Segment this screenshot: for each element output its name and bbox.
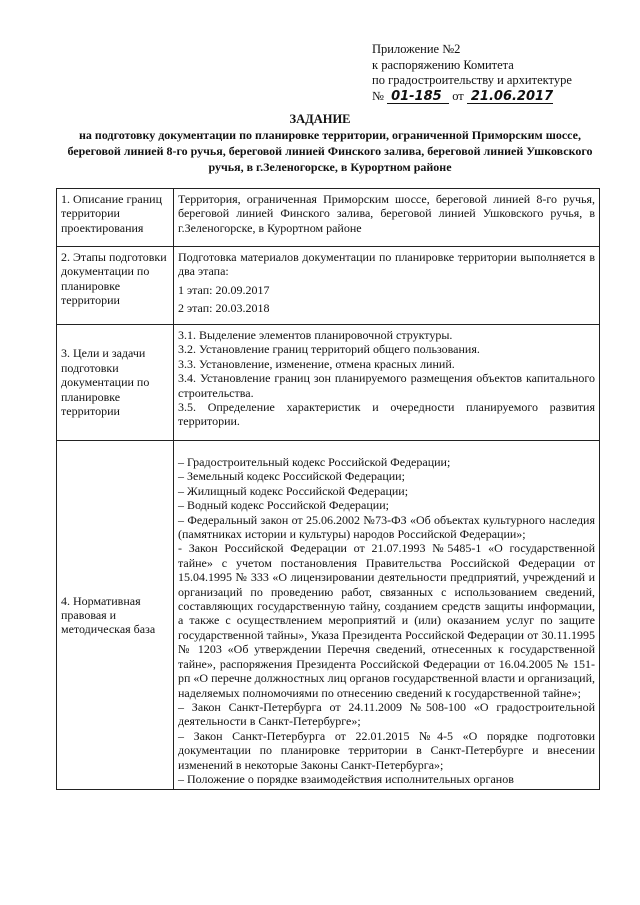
order-number-line [372,89,572,105]
stage-item: 1 этап: 20.09.2017 [178,282,270,297]
handwritten-order-date: 21.06.2017 [467,90,553,104]
stage-item: 2 этап: 20.03.2018 [178,301,270,316]
goal-item: 3.4. Установление границ зон планируемого размещения объектов капитального строительства. [178,371,595,400]
goal-item: 3.2. Установление границ территорий общего пользования. [178,342,480,357]
row-content [174,441,600,790]
row-label: 1. Описание границ территории проектирования [57,189,174,247]
task-table [56,188,600,790]
norm-item: - Закон Российской Федерации от 21.07.1993 №5485-1 «О государственной тайне» с учетом постановления Правительства Российской Федерации от 15.04.1995 № 333 «О лицензировании деятельности предприятий, учреждений и организаций по проведению работ, связанных с использованием сведений, составляющих государственную тайну, созданием средств защиты информации, а также с осуществлением мероприятий и (или) оказанием услуг по защите государственной тайны», Указа Президента Российской Федерации от 30.11.1995 № 1203 «Об утверждении Перечня сведений, отнесенных к государственной тайне», распоряжения Президента Российской Федерации от 16.04.2005 № 151-рп «О перечне должностных лиц органов государственной власти и организаций, наделяемых полномочиями по отнесению сведений к государственной тайне»; [178,541,595,700]
goal-item: 3.3. Установление, изменение, отмена красных линий. [178,356,455,371]
row-label: 4. Нормативная правовая и методическая база [57,441,174,790]
handwritten-order-number: 01-185 [387,90,449,104]
row-content [174,247,600,325]
goal-item: 3.5. Определение характеристик и очередности планируемого развития территории. [178,400,595,429]
table-row [57,325,600,441]
norm-item: – Федеральный закон от 25.06.2002 №73-ФЗ «Об объектах культурного наследия (памятниках истории и культуры) народов Российской Федерации»; [178,512,595,542]
norm-item: – Положение о порядке взаимодействия исполнительных органов [178,771,514,786]
table-row [57,247,600,325]
row-label: 2. Этапы подготовки документации по планировке территории [57,247,174,325]
norm-item: – Земельный кодекс Российской Федерации; [178,469,405,484]
document-subtitle: на подготовку документации по планировке территории, ограниченной Приморским шоссе, береговой линией 8-го ручья, береговой линией Финского залива, береговой линией Ушковского ручья, в г.Зеленогорске, в Курортном районе [67,128,593,174]
number-prefix: № [372,88,384,103]
goal-item: 3.1. Выделение элементов планировочной структуры. [178,328,453,342]
norm-item: – Жилищный кодекс Российской Федерации; [178,483,409,498]
table-row [57,189,600,247]
appendix-block [372,42,572,104]
row-label: 3. Цели и задачи подготовки документации по планировке территории [57,325,174,441]
norm-item: – Закон Санкт-Петербурга от 24.11.2009 №508-100 «О градостроительной деятельности в Санкт-Петербурге»; [178,699,595,729]
document-title: ЗАДАНИЕ [289,112,351,126]
appendix-line: по градостроительству и архитектуре [372,73,572,87]
table-row [57,441,600,790]
row-content: Территория, ограниченная Приморским шоссе, береговой линией 8-го ручья, береговой линией Финского залива, береговой линией Ушковского ручья, в г.Зеленогорске, в Курортном районе [174,189,600,247]
date-prefix: от [452,88,464,103]
norm-item: – Градостроительный кодекс Российской Федерации; [178,455,451,469]
row-content [174,325,600,441]
stages-intro: Подготовка материалов документации по планировке территории выполняется в два этапа: [178,250,595,279]
appendix-line: Приложение №2 [372,42,461,56]
norm-item: – Закон Санкт-Петербурга от 22.01.2015 №4-5 «О порядке подготовки документации по планировке территории в Санкт-Петербурге и внесении изменений в некоторые Законы Санкт-Петербурга»; [178,728,595,772]
appendix-line: к распоряжению Комитета [372,57,514,72]
norm-item: – Водный кодекс Российской Федерации; [178,498,389,513]
